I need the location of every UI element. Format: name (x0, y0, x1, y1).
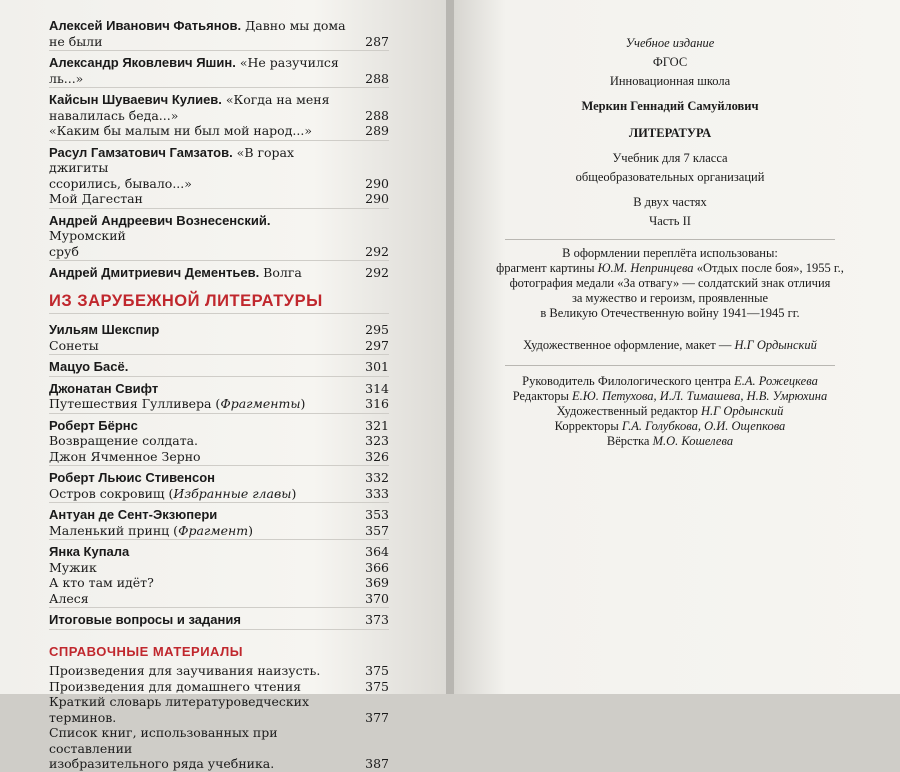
imprint-page: Учебное издание ФГОС Инновационная школа Меркин Геннадий Самуйлович ЛИТЕРАТУРА Учебник для 7 класса общеобразовательных организаций В двух частях Часть II В оформлении переплёта использованы: фрагмент картины Ю.М. Непринцева «Отдых после боя», 1955 г., фотография медали «За отвагу» — солдатский знак отличия за мужество и героизм, проявленные в Великую Отечественную войну 1941—1945 гг. Художественное оформление, макет — Н.Г Ордынский Руководитель Филологического центра Е.А. Рожецкева Редакторы Е.Ю. Петухова, И.Л. Тимашева, Н.В. Умрюхина Художественный редактор Н.Г Ордынский Корректоры Г.А. Голубкова, О.И. Ощепкова Вёрстка М.О. Кошелева (470, 0, 870, 449)
toc-entry[interactable]: Уильям Шекспир 295 Сонеты 297 (49, 322, 389, 355)
toc-entry[interactable]: Краткий словарь литературоведческих терминов. 377 (49, 694, 389, 725)
toc-entry[interactable]: Роберт Льюис Стивенсон 332 Остров сокровищ (Избранные главы) 333 (49, 470, 389, 503)
book-title: ЛИТЕРАТУРА (628, 126, 712, 140)
toc-entry[interactable]: Александр Яковлевич Яшин. «Не разучился ль...» 288 (49, 55, 389, 88)
series-label: Инновационная школа (609, 74, 731, 88)
part-number: Часть II (649, 214, 691, 228)
section-heading-foreign: ИЗ ЗАРУБЕЖНОЙ ЛИТЕРАТУРЫ (49, 294, 389, 315)
toc-entry[interactable]: Джонатан Свифт 314 Путешествия Гулливера (Фрагменты) 316 (49, 381, 389, 414)
toc-entry[interactable]: Произведения для заучивания наизусть. 375 (49, 663, 389, 678)
cover-credits: В оформлении переплёта использованы: (562, 246, 778, 260)
toc-entry[interactable]: Итоговые вопросы и задания 373 (49, 612, 389, 630)
staff-credits: Руководитель Филологического центра Е.А. Рожецкева Редакторы Е.Ю. Петухова, И.Л. Тимашева, Н.В. Умрюхина Художественный редактор Н.Г Ордынский Корректоры Г.А. Голубкова, О.И. Ощепкова Вёрстка М.О. Кошелева (512, 374, 828, 448)
book-author: Меркин Геннадий Самуйлович (581, 99, 759, 113)
design-credit: Художественное оформление, макет — Н.Г Ордынский (523, 338, 817, 352)
toc-entry[interactable]: Мацуо Басё. 301 (49, 359, 389, 377)
book-subtitle: Учебник для 7 класса (612, 151, 728, 165)
toc-entry[interactable]: Андрей Дмитриевич Дементьев. Волга 292 (49, 265, 389, 280)
section-heading-reference: СПРАВОЧНЫЕ МАТЕРИАЛЫ (49, 643, 243, 659)
toc-entry[interactable]: Алексей Иванович Фатьянов. Давно мы дома не были 287 (49, 18, 389, 51)
reference-list (49, 663, 389, 772)
toc-entry[interactable]: Расул Гамзатович Гамзатов. «В горах джигиты ссорились, бывало...» 290 Мой Дагестан 290 (49, 145, 389, 209)
toc-entry[interactable]: Кайсын Шуваевич Кулиев. «Когда на меня навалилась беда...» 288 «Каким бы малым ни был мой народ...» 289 (49, 92, 389, 141)
toc-entry[interactable]: Андрей Андреевич Вознесенский. Муромский сруб 292 (49, 213, 389, 262)
toc-author: Алексей Иванович Фатьянов. (49, 18, 242, 33)
divider (505, 365, 835, 366)
page-number: 287 (365, 33, 389, 49)
book-gutter (446, 0, 454, 694)
toc-entry[interactable]: Антуан де Сент-Экзюпери 353 Маленький принц (Фрагмент) 357 (49, 507, 389, 540)
table-of-contents (49, 18, 389, 772)
toc-entry[interactable]: Роберт Бёрнс 321 Возвращение солдата. 323 Джон Ячменное Зерно 326 (49, 418, 389, 467)
toc-entry[interactable]: Список книг, использованных при составлении изобразительного ряда учебника. 387 (49, 725, 389, 771)
divider (505, 239, 835, 240)
toc-entry[interactable]: Произведения для домашнего чтения 375 (49, 678, 389, 694)
edition-label: Учебное издание (625, 36, 715, 50)
toc-entry[interactable]: Янка Купала 364 Мужик 366 А кто там идёт? 369 Алеся 370 (49, 544, 389, 608)
fgos-label: ФГОС (652, 55, 688, 69)
parts-info: В двух частях (633, 195, 707, 209)
